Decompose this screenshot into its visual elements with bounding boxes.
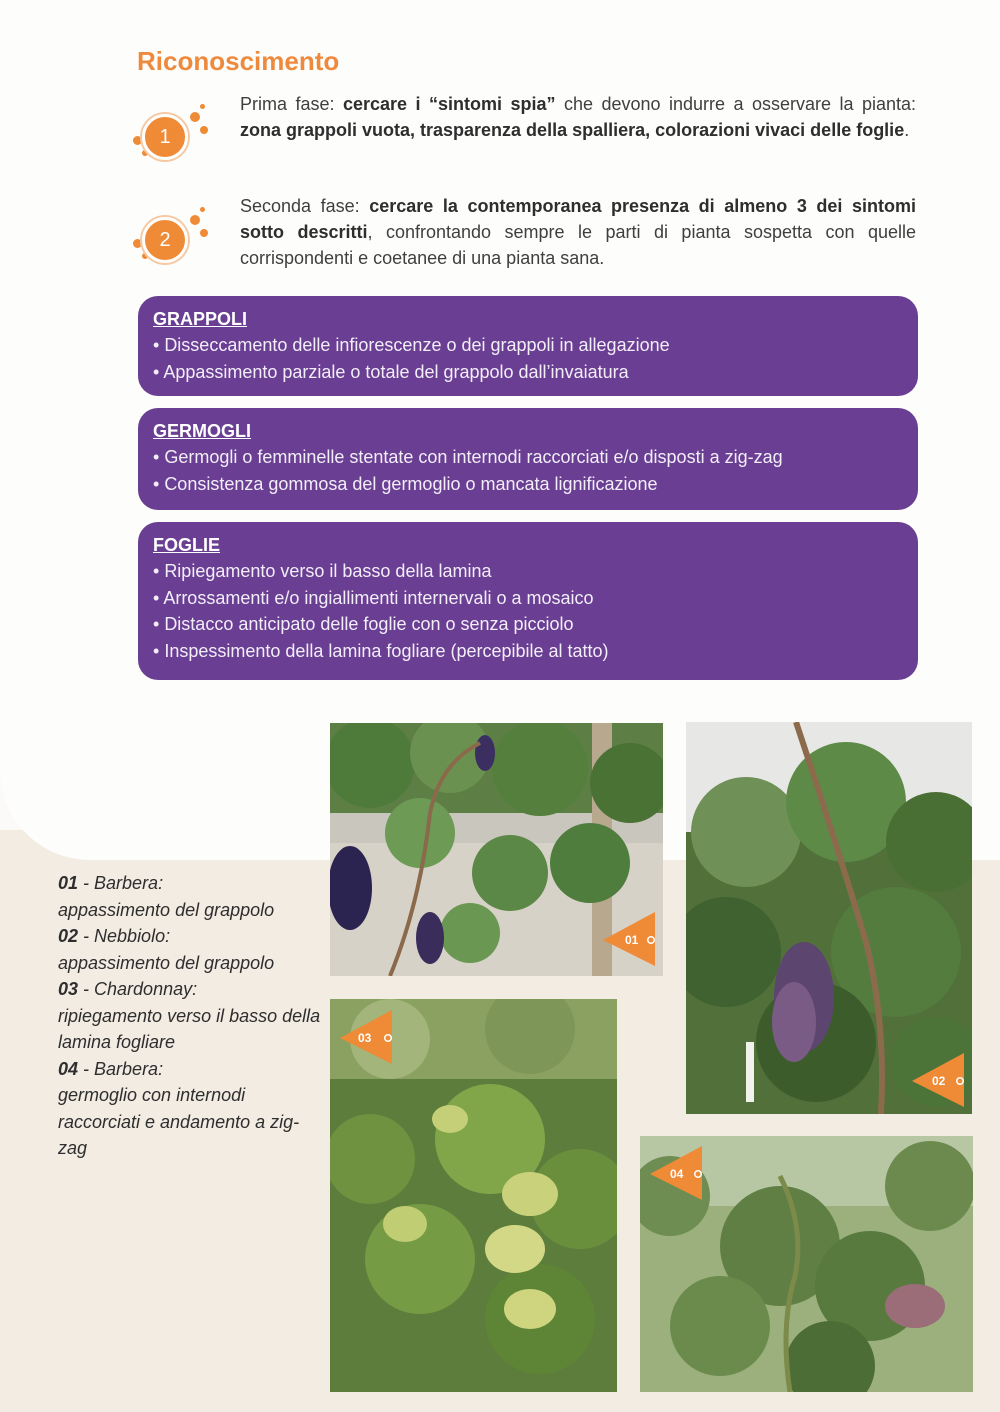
foglie-box	[138, 522, 918, 680]
page-title: Riconoscimento	[137, 46, 340, 76]
list-item: • Disseccamento delle infiorescenze o dei grappoli in allegazione	[153, 332, 902, 359]
caption-03: 03 - Chardonnay: ripiegamento verso il basso della lamina fogliare	[58, 979, 321, 1052]
list-item: • Ripiegamento verso il basso della lamina	[153, 558, 902, 585]
list-item: • Consistenza gommosa del germoglio o mancata lignificazione	[153, 471, 902, 498]
list-item: • Appassimento parziale o totale del grappolo dall’invaiatura	[153, 359, 902, 386]
photo-tag-03: 03	[340, 1010, 394, 1064]
photo-tag-02: 02	[912, 1053, 966, 1107]
grappoli-box	[138, 296, 918, 396]
list-item: • Distacco anticipato delle foglie con o senza picciolo	[153, 611, 902, 638]
caption-01: 01 - Barbera: appassimento del grappolo	[58, 873, 275, 920]
foglie-heading: FOGLIE	[153, 535, 220, 555]
germogli-list	[153, 444, 902, 497]
caption-02: 02 - Nebbiolo: appassimento del grappolo	[58, 926, 275, 973]
photo-captions	[58, 870, 323, 1162]
list-item: • Arrossamenti e/o ingiallimenti internervali o a mosaico	[153, 585, 902, 612]
step-2-number: 2	[142, 217, 188, 263]
step-1-number: 1	[142, 114, 188, 160]
list-item: • Inspessimento della lamina fogliare (percepibile al tatto)	[153, 638, 902, 665]
step-2-text: Seconda fase: cercare la contemporanea presenza di almeno 3 dei sintomi sotto descritti, confrontando sempre le parti di pianta sospetta con quelle corrispondenti e coetanee di una pianta sana.	[240, 196, 916, 268]
foglie-list	[153, 558, 902, 664]
step-2-badge	[128, 203, 208, 273]
caption-04: 04 - Barbera: germoglio con internodi raccorciati e andamento a zig-zag	[58, 1058, 300, 1158]
list-item: • Germogli o femminelle stentate con internodi raccorciati e/o disposti a zig-zag	[153, 444, 902, 471]
step-1-text: Prima fase: cercare i “sintomi spia” che devono indurre a osservare la pianta: zona grappoli vuota, trasparenza della spalliera, colorazioni vivaci delle foglie.	[240, 94, 916, 140]
grappoli-heading: GRAPPOLI	[153, 309, 248, 329]
photo-tag-04: 04	[650, 1146, 704, 1200]
grappoli-list	[153, 332, 902, 385]
germogli-box	[138, 408, 918, 510]
photo-tag-01: 01	[603, 912, 657, 966]
step-1-badge	[128, 100, 208, 170]
germogli-heading: GERMOGLI	[153, 421, 251, 441]
